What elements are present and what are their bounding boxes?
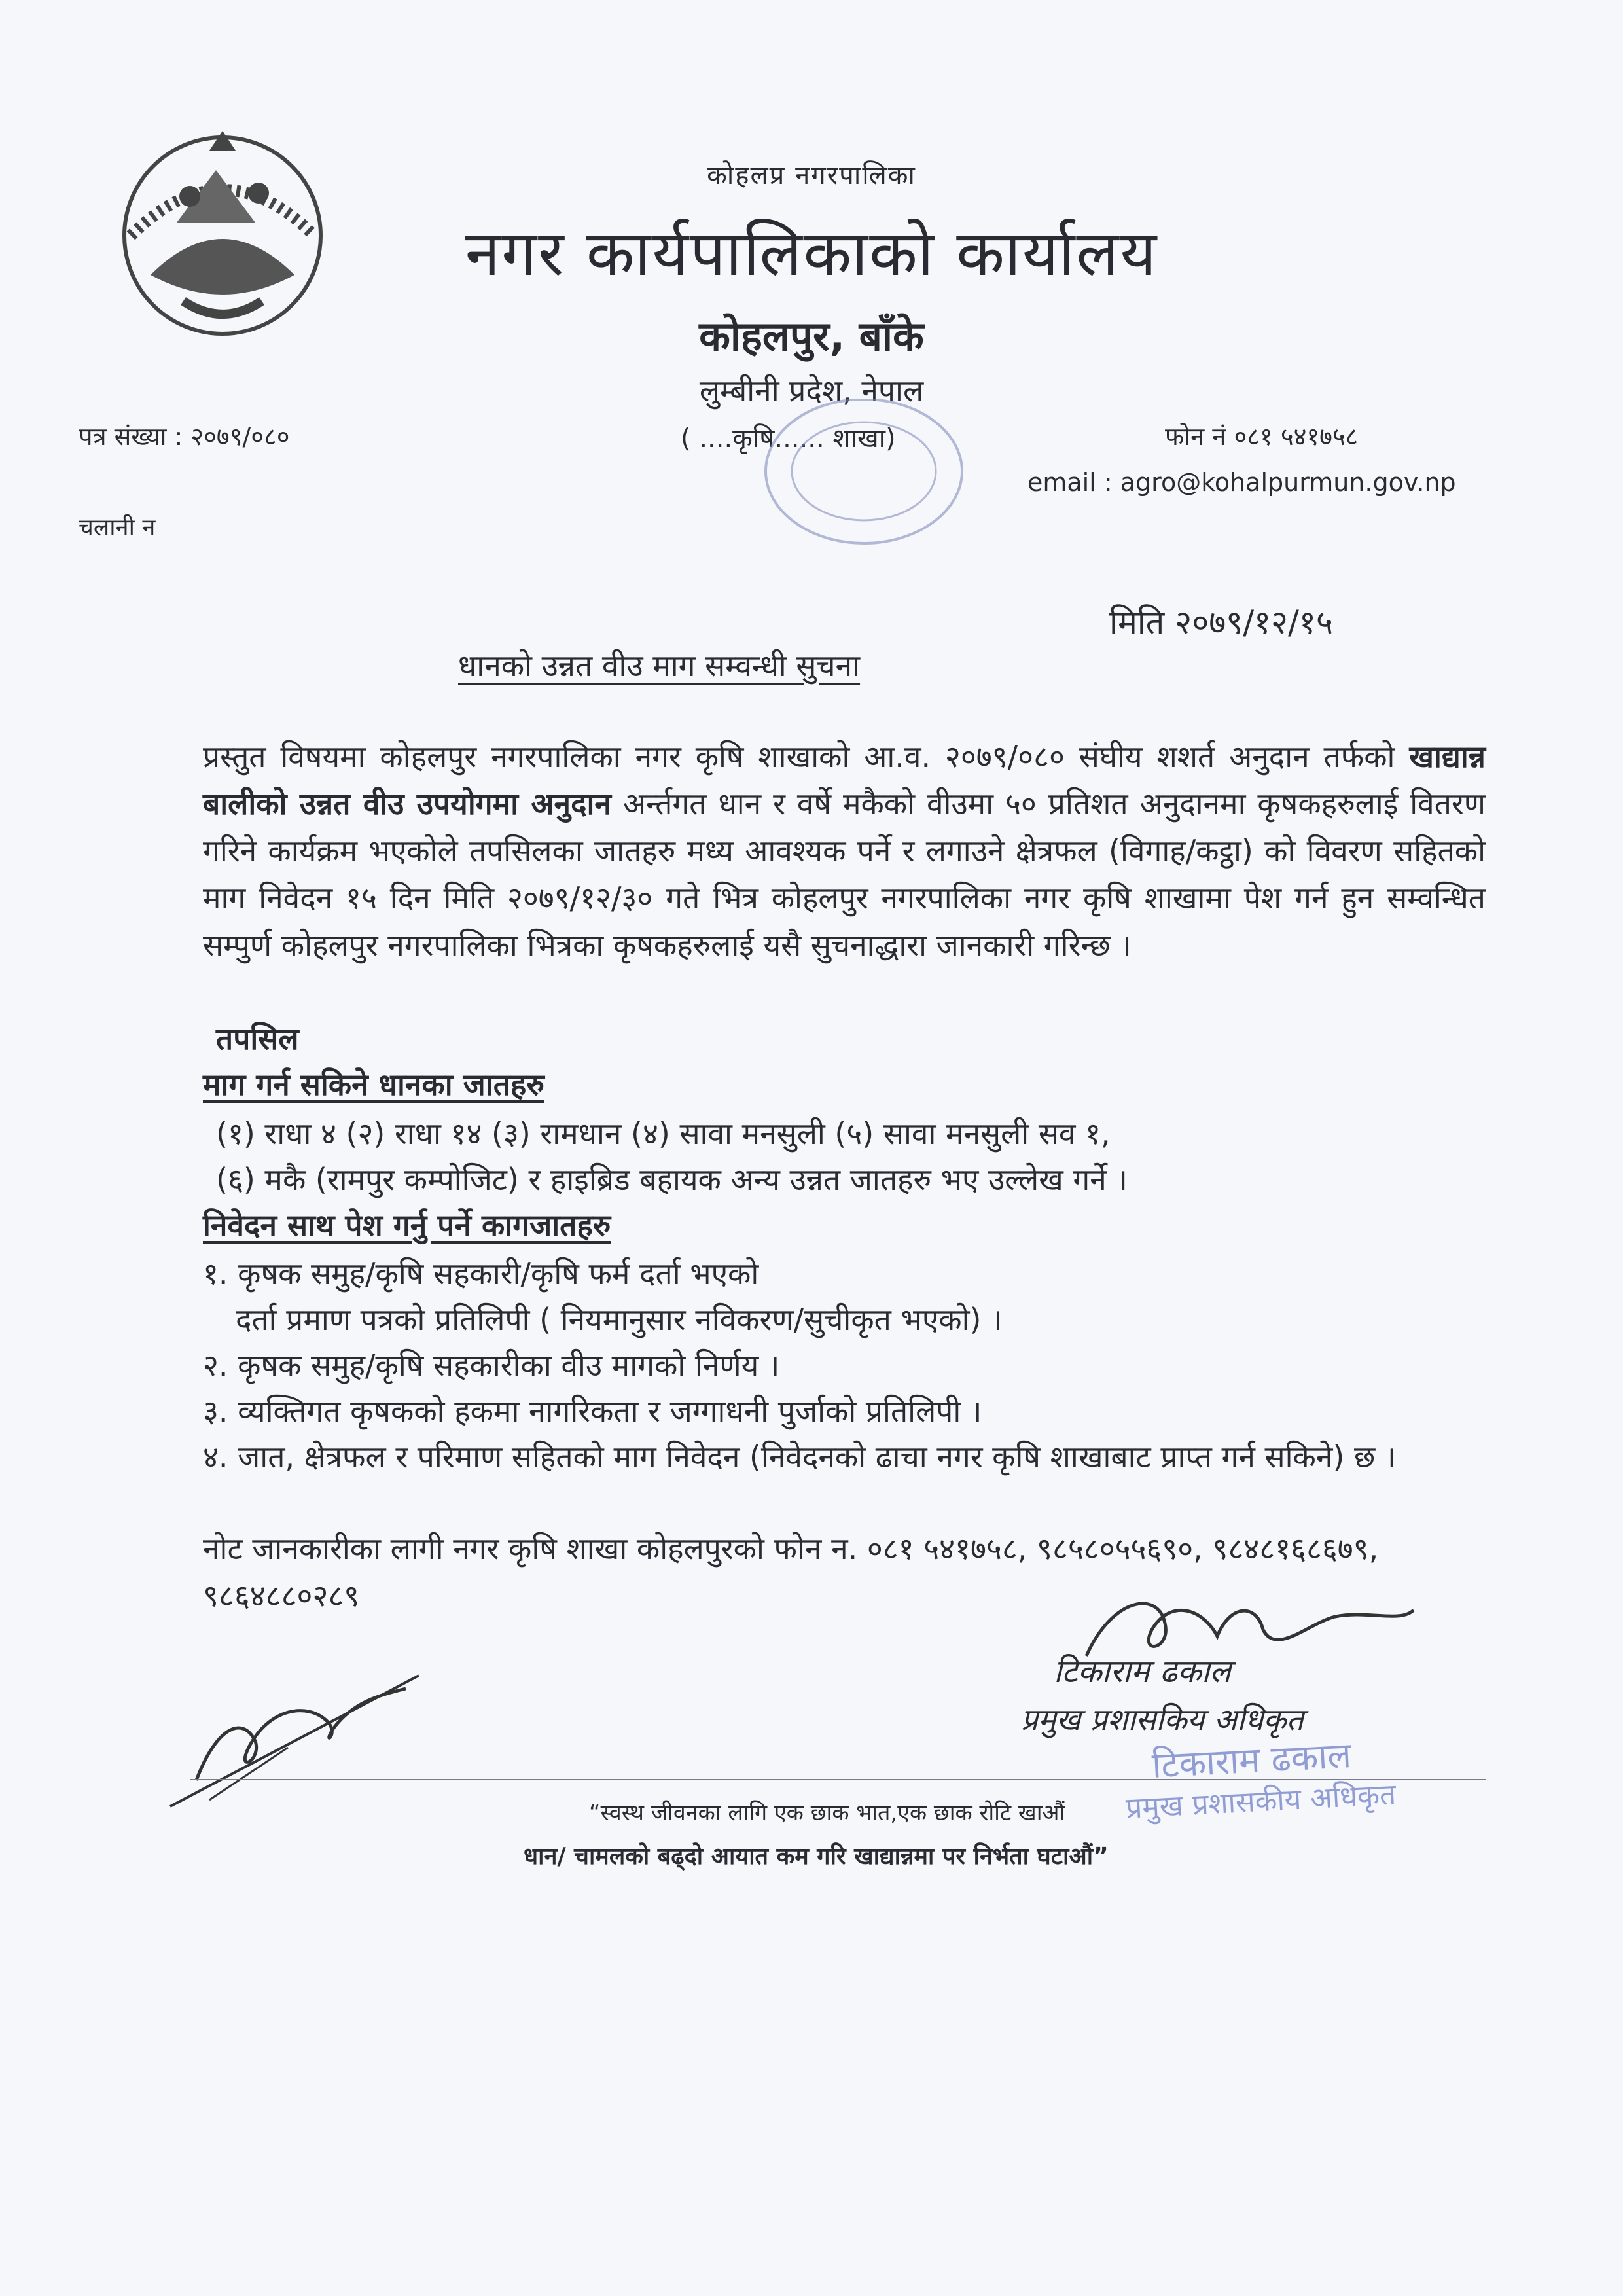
footer-slogan-line-2: धान/ चामलको बढ्दो आयात कम गरि खाद्यान्नमा पर निर्भता घटाऔं” <box>524 1843 1109 1870</box>
body-text-bold: खाद्यान्न बालीको उन्नत वीउ उपयोगमा अनुदान <box>203 739 1486 821</box>
document-item-1: १. कृषक समुह/कृषि सहकारी/कृषि फर्म दर्ता भएको <box>203 1256 759 1291</box>
office-phone: फोन नं ०८१ ५४१७५८ <box>1165 422 1359 451</box>
office-location: कोहलपुर, बाँके <box>699 312 924 360</box>
reference-number: पत्र संख्या : २०७९/०८० <box>79 422 290 451</box>
office-seal-icon <box>700 399 975 556</box>
document-item-3: ३. व्यक्तिगत कृषकको हकमा नागरिकता र जग्गाधनी पुर्जाको प्रतिलिपी । <box>203 1393 982 1429</box>
signatory-name: टिकाराम ढकाल <box>1054 1653 1231 1690</box>
body-text-part2: अर्न्तगत धान र वर्षे मकैको वीउमा ५० प्रतिशत अनुदानमा कृषकहरुलाई वितरण गरिने कार्यक्रम भएकोले तपसिलका जातहरु मध्य आवश्यक पर्ने र लगाउने क्षेत्रफल (विगाह/कट्ठा) को विवरण सहितको माग निवेदन १५ दिन मिति २०७९/१२/३० गते भित्र कोहलपुर नगरपालिका नगर कृषि शाखामा पेश गर्न हुन सम्वन्धित सम्पुर्ण कोहलपुर नगरपालिका भित्रका कृषकहरुलाई यसै सुचनाद्धारा जानकारी गरिन्छ । <box>203 786 1486 963</box>
letter-subject: धानको उन्नत वीउ माग सम्वन्धी सुचना <box>458 648 861 683</box>
document-item-2: २. कृषक समुह/कृषि सहकारीका वीउ मागको निर्णय । <box>203 1348 780 1383</box>
varieties-line-1: (१) राधा ४ (२) राधा १४ (३) रामधान (४) सावा मनसुली (५) सावा मनसुली सव १, <box>216 1116 1111 1151</box>
left-signature-icon <box>157 1649 432 1820</box>
branch-name: ( ....कृषि...... शाखा) <box>681 423 896 454</box>
office-email: email : agro@kohalpurmun.gov.np <box>1027 468 1456 497</box>
schedule-label: तपसिल <box>216 1021 299 1056</box>
stamp-name: टिकाराम ढकाल <box>1150 1734 1353 1786</box>
signatory-title: प्रमुख प्रशासकिय अधिकृत <box>1021 1702 1304 1737</box>
contact-note: नोट जानकारीका लागी नगर कृषि शाखा कोहलपुरको फोन न. ०८१ ५४१७५८, ९८५८०५५६९०, ९८४८१६८६७९, ९८६४८८०२८९ <box>203 1531 1379 1613</box>
province-country: लुम्बीनी प्रदेश, नेपाल <box>699 373 924 408</box>
dispatch-number: चलानी न <box>79 514 156 541</box>
body-text-part1: प्रस्तुत विषयमा कोहलपुर नगरपालिका नगर कृषि शाखाको आ.व. २०७९/०८० संघीय शशर्त अनुदान तर्फको <box>203 739 1410 774</box>
letter-date: मिति २०७९/१२/१५ <box>1109 603 1333 641</box>
document-item-4: ४. जात, क्षेत्रफल र परिमाण सहितको माग निवेदन (निवेदनको ढाचा नगर कृषि शाखाबाट प्राप्त गर्न सकिने) छ । <box>203 1439 1397 1475</box>
office-title: नगर कार्यपालिकाको कार्यालय <box>465 217 1158 290</box>
body-paragraph <box>203 733 1486 969</box>
varieties-line-2: (६) मकै (रामपुर कम्पोजिट) र हाइब्रिड बहायक अन्य उन्नत जातहरु भए उल्लेख गर्ने । <box>216 1162 1128 1197</box>
footer-divider <box>190 1779 1486 1780</box>
municipality-name: कोहलप्र नगरपालिका <box>707 160 916 190</box>
stamp-title: प्रमुख प्रशासकीय अधिकृत <box>1125 1778 1397 1825</box>
footer-slogan-line-1: “स्वस्थ जीवनका लागि एक छाक भात,एक छाक रोटि खाऔं <box>589 1800 1065 1826</box>
varieties-heading: माग गर्न सकिने धानका जातहरु <box>203 1067 544 1102</box>
document-item-1-continued: दर्ता प्रमाण पत्रको प्रतिलिपी ( नियमानुसार नविकरण/सुचीकृत भएको) । <box>236 1302 1003 1337</box>
documents-heading: निवेदन साथ पेश गर्नु पर्ने कागजातहरु <box>203 1208 611 1243</box>
